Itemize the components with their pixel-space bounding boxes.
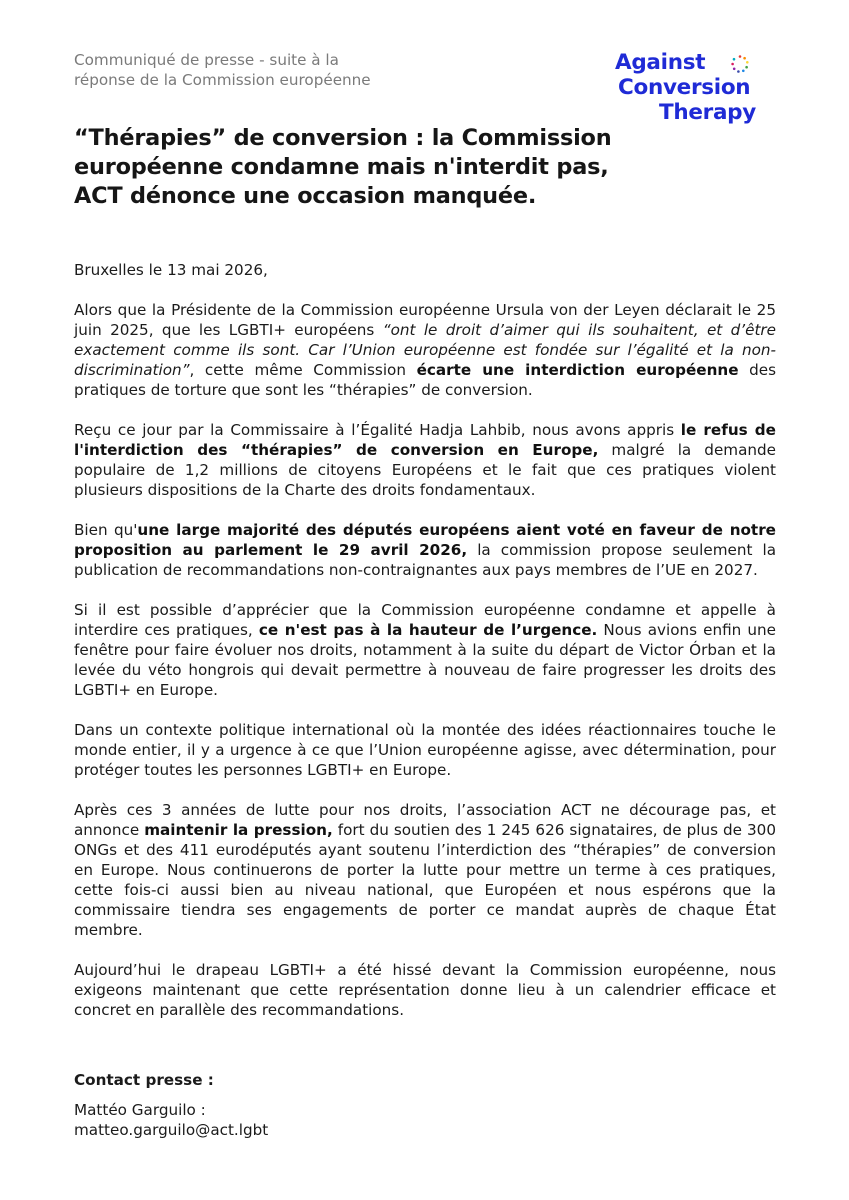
press-release-note-line-2: réponse de la Commission européenne — [74, 71, 371, 89]
contact-heading: Contact presse : — [74, 1071, 214, 1089]
press-release-note-line-1: Communiqué de presse - suite à la — [74, 51, 339, 69]
paragraph-4-text-b: Nous avions enfin une fenêtre pour faire évoluer nos droits, notamment à la suite du départ de Victor Órban et la levée du véto hongrois qui devait permettre à nouveau de faire progresser les droits des LGBTI+ en Europe. — [74, 621, 777, 699]
contact-email[interactable]: matteo.garguilo@act.lgbt — [74, 1121, 269, 1139]
paragraph-6 — [74, 800, 776, 940]
paragraph-1 — [74, 300, 776, 400]
paragraph-4-text-a: Si il est possible d’apprécier que la Commission européenne condamne et appelle à interdire ces pratiques, — [74, 601, 776, 639]
paragraph-1-quote: “ont le droit d’aimer qui ils souhaitent, et d’être exactement comme ils sont. Car l’Union européenne est fondée sur l’égalité et la non-discrimination” — [74, 321, 776, 379]
paragraph-1-text-c: des pratiques de torture que sont les “thérapies” de conversion. — [74, 361, 776, 399]
paragraph-3-text-a: Bien qu' — [74, 521, 138, 539]
page-title: “Thérapies” de conversion : la Commission européenne condamne mais n'interdit pas, ACT dénonce une occasion manquée. — [74, 125, 612, 209]
press-release-note — [74, 50, 454, 90]
paragraph-6-text-b: fort du soutien des 1 245 626 signataires, de plus de 300 ONGs et des 411 eurodéputés ayant soutenu l’interdiction des “thérapies” de conversion en Europe. Nous continuerons de porter la lutte pour mettre un terme à ces pratiques, cette fois-ci aussi bien au niveau national, que Européen et nous espérons que la commissaire tiendra ses engagements de porter ce mandat auprès de chaque État membre. — [74, 821, 777, 939]
paragraph-2-bold: le refus de l'interdiction des “thérapies” de conversion en Europe, — [74, 421, 776, 459]
paragraph-6-bold: maintenir la pression, — [144, 821, 333, 839]
paragraph-4-bold: ce n'est pas à la hauteur de l’urgence. — [258, 621, 598, 639]
logo-line-3: Therapy — [659, 100, 756, 125]
dateline: Bruxelles le 13 mai 2026, — [74, 261, 268, 279]
paragraph-2-text-b: malgré la demande populaire de 1,2 millions de citoyens Européens et le fait que ces pratiques violent plusieurs dispositions de la Charte des droits fondamentaux. — [74, 441, 776, 499]
paragraph-3-bold: une large majorité des députés européens aient voté en faveur de notre proposition au parlement le 29 avril 2026, — [74, 521, 776, 559]
rainbow-ring-icon — [730, 54, 750, 74]
paragraph-1-text-b: , cette même Commission — [189, 361, 417, 379]
paragraph-2 — [74, 420, 776, 500]
logo-line-2: Conversion — [618, 75, 751, 100]
paragraph-5: Dans un contexte politique international où la montée des idées réactionnaires touche le monde entier, il y a urgence à ce que l’Union européenne agisse, avec détermination, pour protéger toutes les personnes LGBTI+ en Europe. — [74, 721, 776, 779]
paragraph-1-text-a: Alors que la Présidente de la Commission européenne Ursula von der Leyen déclarait le 25 juin 2025, que les LGBTI+ européens — [74, 301, 776, 339]
paragraph-1-bold: écarte une interdiction européenne — [416, 361, 739, 379]
press-contact — [74, 1070, 474, 1140]
logo-line-1: Against — [615, 50, 706, 75]
paragraph-4 — [74, 600, 776, 700]
paragraph-6-text-a: Après ces 3 années de lutte pour nos droits, l’association ACT ne décourage pas, et annonce — [74, 801, 776, 839]
paragraph-2-text-a: Reçu ce jour par la Commissaire à l’Égalité Hadja Lahbib, nous avons appris — [74, 421, 681, 439]
press-release-body — [74, 260, 776, 1040]
contact-name: Mattéo Garguilo : — [74, 1101, 206, 1119]
paragraph-7: Aujourd’hui le drapeau LGBTI+ a été hissé devant la Commission européenne, nous exigeons maintenant que cette représentation donne lieu à un calendrier efficace et concret en parallèle des recommandations. — [74, 961, 776, 1019]
paragraph-3 — [74, 520, 776, 580]
paragraph-3-text-b: la commission propose seulement la publication de recommandations non-contraignantes aux pays membres de l’UE en 2027. — [74, 541, 777, 579]
